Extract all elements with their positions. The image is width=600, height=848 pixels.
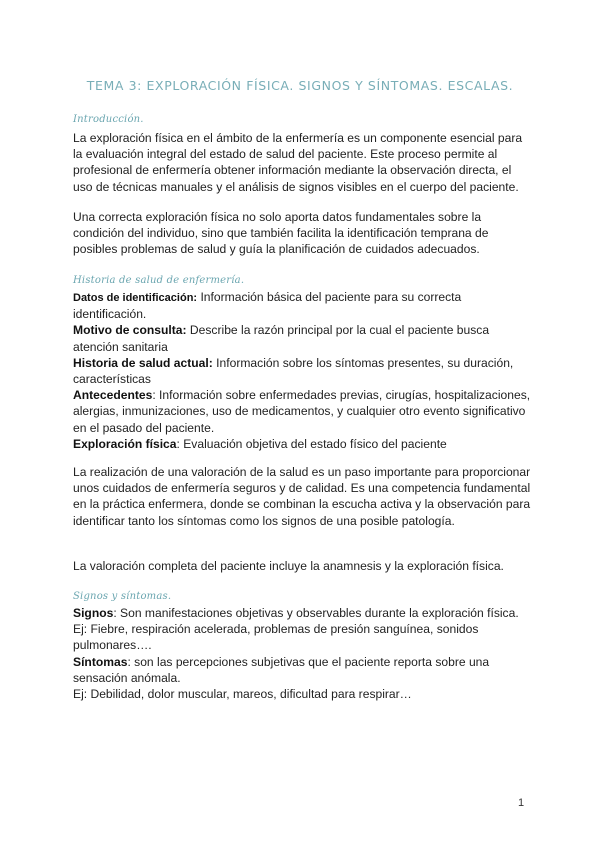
- section-heading-introduccion: Introducción.: [73, 114, 144, 125]
- item-desc: Describe la razón principal por la cual el paciente busca atención sanitaria: [73, 323, 490, 354]
- item-term: Historia de salud actual:: [73, 355, 213, 370]
- list-item: [73, 289, 533, 322]
- list-item: [73, 355, 533, 387]
- page-title: TEMA 3: EXPLORACIÓN FÍSICA. SIGNOS Y SÍNTOMAS. ESCALAS.: [86, 78, 514, 93]
- section-heading-historia: Historia de salud de enfermería.: [73, 275, 245, 286]
- sintomas-desc: : son las percepciones subjetivas que el paciente reporta sobre una sensación anómala.: [73, 654, 490, 685]
- signos-example: Ej: Fiebre, respiración acelerada, problemas de presión sanguínea, sonidos pulmonares….: [73, 622, 479, 653]
- list-item: [73, 322, 533, 354]
- item-term: Motivo de consulta:: [73, 323, 187, 338]
- page-number: 1: [518, 797, 525, 809]
- historia-paragraph-2-text: La valoración completa del paciente incluye la anamnesis y la exploración física.: [73, 559, 504, 573]
- historia-paragraph-2: [73, 558, 533, 574]
- intro-paragraph-1: [73, 130, 533, 195]
- signos-block: [73, 605, 533, 702]
- item-desc: Información básica del paciente para su correcta identificación.: [73, 290, 462, 322]
- list-item: [73, 387, 533, 436]
- item-desc: : Evaluación objetiva del estado físico del paciente: [176, 436, 447, 451]
- sintomas-example: Ej: Debilidad, dolor muscular, mareos, dificultad para respirar…: [73, 687, 412, 702]
- intro-paragraph-1-text: La exploración física en el ámbito de la enfermería es un componente esencial para la evaluación integral del estado de salud del paciente. Este proceso permite al profesional de enfermería obtener información mediante la observación directa, el uso de técnicas manuales y el análisis de signos visibles en el cuerpo del paciente.: [73, 131, 523, 194]
- item-term: Antecedentes: [73, 388, 153, 403]
- item-term: Exploración física: [73, 436, 177, 451]
- sintomas-term: Síntomas: [73, 654, 128, 669]
- intro-paragraph-2-text: Una correcta exploración física no solo aporta datos fundamentales sobre la condición del individuo, sino que también facilita la identificación temprana de posibles problemas de salud y guía la planificación de cuidados adecuados.: [73, 210, 489, 257]
- historia-paragraph-1: [73, 464, 533, 529]
- historia-paragraph-1-text: La realización de una valoración de la salud es un paso importante para proporcionar unos cuidados de enfermería seguros y de calidad. Es una competencia fundamental en la práctica enfermera, donde se combinan la escucha activa y la observación para identificar tanto los síntomas como los signos de una posible patología.: [73, 465, 531, 528]
- signos-desc: : Son manifestaciones objetivas y observables durante la exploración física.: [113, 606, 519, 620]
- item-term: Datos de identificación:: [73, 292, 198, 304]
- list-item: [73, 436, 533, 452]
- intro-paragraph-2: [73, 209, 533, 258]
- item-desc: Información sobre los síntomas presentes, su duración, características: [73, 355, 514, 387]
- signos-term: Signos: [73, 606, 114, 620]
- item-desc: : Información sobre enfermedades previas, cirugías, hospitalizaciones, alergias, inmunizaciones, uso de medicamentos, y cualquier otro evento significativo en el pasado del paciente.: [73, 388, 531, 435]
- historia-items-list: [73, 289, 533, 452]
- section-heading-signos: Signos y síntomas.: [73, 591, 172, 602]
- sintomas-definition: [73, 654, 533, 686]
- signos-definition: [73, 605, 533, 621]
